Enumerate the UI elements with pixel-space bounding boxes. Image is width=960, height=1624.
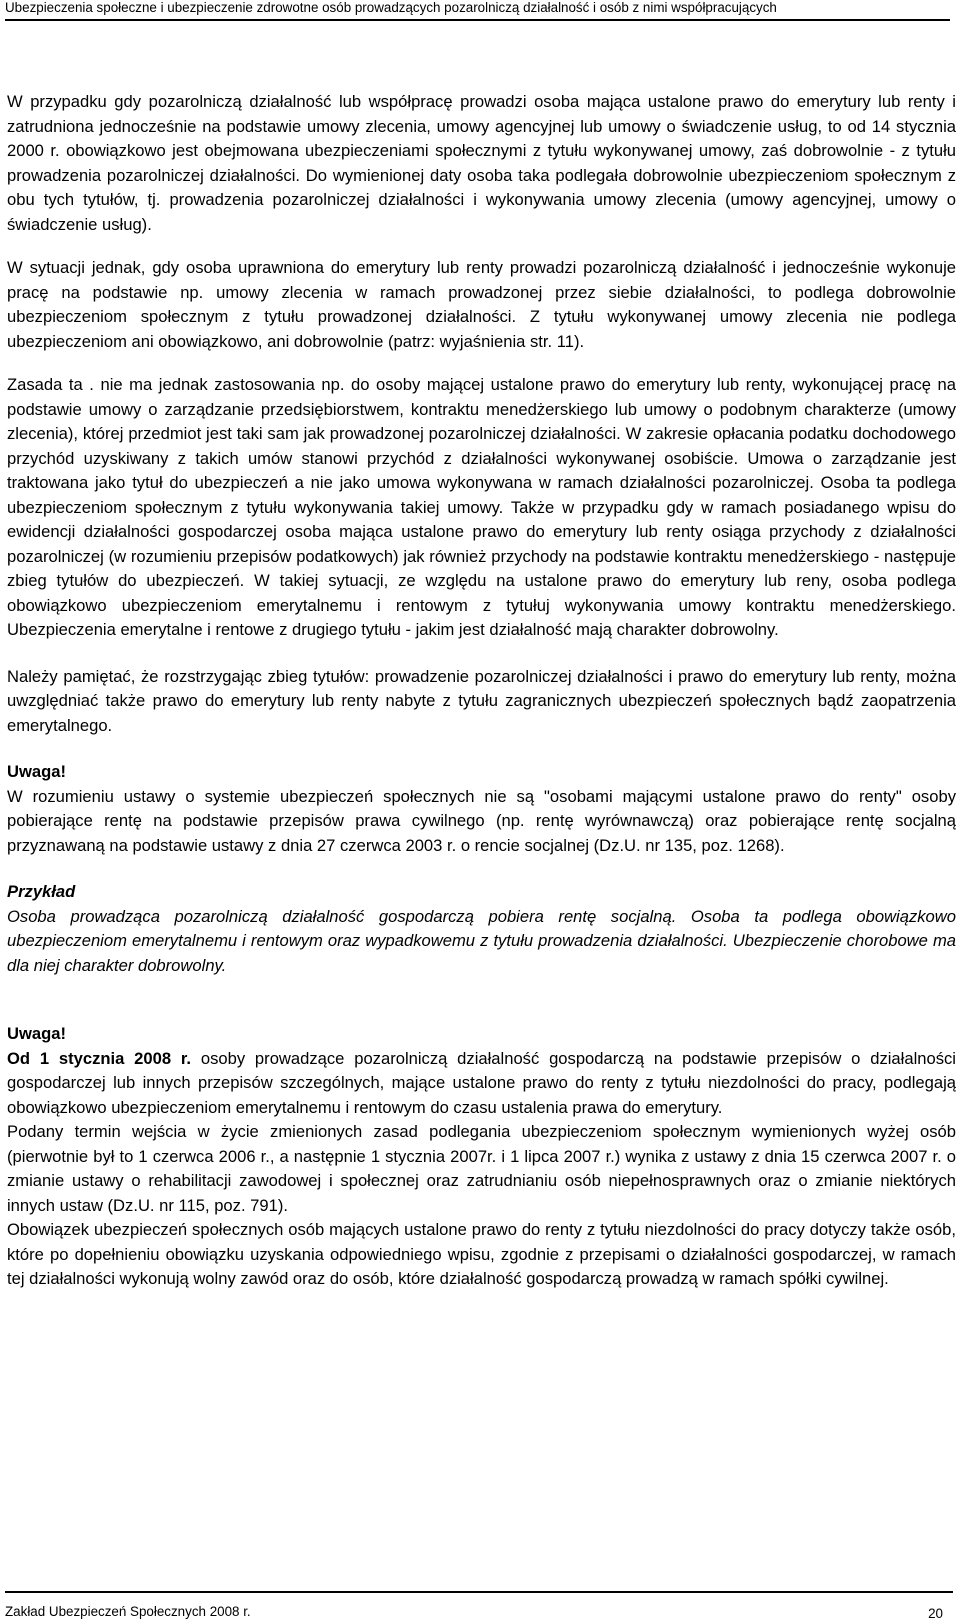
paragraph (7, 1047, 956, 1121)
paragraph: Należy pamiętać, że rozstrzygając zbieg tytułów: prowadzenie pozarolniczej działalności i prawo do emerytury lub renty, można uwzględniać także prawo do emerytury lub renty nabyte z tytułu zagranicznych ubezpieczeń społecznych bądź zaopatrzenia emerytalnego. (7, 666, 956, 735)
paragraph: W rozumieniu ustawy o systemie ubezpieczeń społecznych nie są "osobami mającymi ustalone prawo do renty" osoby pobierające rentę na podstawie przepisów prawa cywilnego (np. rentę wyrównawczą) oraz pobierające rentę socjalną przyznawaną na podstawie ustawy z dnia 27 czerwca 2003 r. o rencie socjalnej (Dz.U. nr 135, poz. 1268). (7, 786, 956, 855)
footer-publisher: Zakład Ubezpieczeń Społecznych 2008 r. (5, 1604, 251, 1619)
paragraph: W przypadku gdy pozarolniczą działalność lub współpracę prowadzi osoba mająca ustalone prawo do emerytury lub renty i zatrudniona jednocześnie na podstawie umowy zlecenia, umowy agencyjnej lub umowy o świadczenie usług, to od 14 stycznia 2000 r. obowiązkowo jest obejmowana ubezpieczeniami społecznymi z tytułu wykonywanej umowy, zaś dobrowolnie - z tytułu prowadzenia pozarolniczej działalności. Do wymienionej daty osoba taka podlegała dobrowolnie ubezpieczeniom społecznym z obu tych tytułów, tj. prowadzenia pozarolniczej działalności i wykonywania umowy zlecenia (umowy agencyjnej, umowy o świadczenie usług). (7, 92, 956, 234)
note-label: Uwaga! (7, 1024, 67, 1043)
paragraph-text: osoby prowadzące pozarolniczą działalność gospodarczą na podstawie przepisów o działalności gospodarczej lub innych przepisów szczególnych, mające ustalone prawo do renty z tytułu niezdolności do pracy, podlegają obowiązkowo ubezpieczeniom emerytalnemu i rentowym do czasu ustalenia prawa do emerytury. (7, 1048, 956, 1117)
page-footer (5, 1591, 953, 1624)
document-body (7, 90, 956, 1292)
paragraph: Zasada ta . nie ma jednak zastosowania np. do osoby mającej ustalone prawo do emerytury lub renty, wykonującej pracę na podstawie umowy o zarządzanie przedsiębiorstwem, kontraktu menedżerskiego lub umowy o podobnym charakterze (umowy zlecenia), której przedmiot jest taki sam jak prowadzonej pozarolniczej działalności. W zakresie opłacania podatku dochodowego przychód uzyskiwany z takich umów stanowi przychód z działalności wykonywanej osobiście. Umowa o zarządzanie jest traktowana jako tytuł do ubezpieczeń a nie jako umowa wykonywana w ramach działalności pozarolniczej. Osoba ta podlega ubezpieczeniom społecznym z tytułu wykonywania takiej umowy. Także w przypadku gdy w ramach posiadanego wpisu do ewidencji działalności gospodarczej osoba mająca ustalone prawo do emerytury lub renty osiąga przychody z działalności pozarolniczej (w rozumieniu przepisów podatkowych) jak również przychody na podstawie kontraktu menedżerskiego - następuje zbieg tytułów do ubezpieczeń. W takiej sytuacji, ze względu na ustalone prawo do emerytury lub reny, osoba podlega obowiązkowo ubezpieczeniom emerytalnemu i rentowym z tytułuj wykonywania umowy kontraktu menedżerskiego. Ubezpieczenia emerytalne i rentowe z drugiego tytułu - jakim jest działalność mają charakter dobrowolny. (7, 375, 956, 639)
paragraph: W sytuacji jednak, gdy osoba uprawniona do emerytury lub renty prowadzi pozarolniczą działalność i jednocześnie wykonuje pracę na podstawie np. umowy zlecenia w ramach prowadzonej przez siebie działalności, to podlega dobrowolnie ubezpieczeniom społecznym z tytułu prowadzonej działalności. Z tytułu wykonywanej umowy zlecenia nie podlega ubezpieczeniom ani obowiązkowo, ani dobrowolnie (patrz: wyjaśnienia str. 11). (7, 258, 956, 351)
header-title: Ubezpieczenia społeczne i ubezpieczenie zdrowotne osób prowadzących pozarolniczą działalność i osób z nimi współpracujących (5, 0, 777, 15)
example-label: Przykład (7, 882, 76, 901)
date-emphasis: Od 1 stycznia 2008 r. (7, 1048, 192, 1068)
running-header (5, 0, 950, 21)
note-label: Uwaga! (7, 762, 67, 781)
paragraph: Obowiązek ubezpieczeń społecznych osób mających ustalone prawo do renty z tytułu niezdolności do pracy dotyczy także osób, które po dopełnieniu obowiązku uzyskania odpowiedniego wpisu, zgodnie z przepisami o działalności gospodarczej, w ramach tej działalności wykonują wolny zawód oraz do osób, które działalność gospodarczą prowadzą w ramach spółki cywilnej. (7, 1220, 956, 1288)
paragraph: Podany termin wejścia w życie zmienionych zasad podlegania ubezpieczeniom społecznym wymienionych wyżej osób (pierwotnie był to 1 czerwca 2006 r., a następnie 1 stycznia 2007r. i 1 lipca 2007 r.) wynika z ustawy z dnia 15 czerwca 2007 r. o zmianie ustawy o rehabilitacji zawodowej i społecznej oraz zatrudnianiu osób niepełnosprawnych oraz o zmianie niektórych innych ustaw (Dz.U. nr 115, poz. 791). (7, 1122, 956, 1215)
page-number: 20 (928, 1606, 943, 1621)
example-text: Osoba prowadząca pozarolniczą działalność gospodarczą pobiera rentę socjalną. Osoba ta podlega obowiązkowo ubezpieczeniom emerytalnemu i rentowym oraz wypadkowemu z tytułu prowadzenia działalności. Ubezpieczenie chorobowe ma dla niej charakter dobrowolny. (7, 906, 956, 975)
